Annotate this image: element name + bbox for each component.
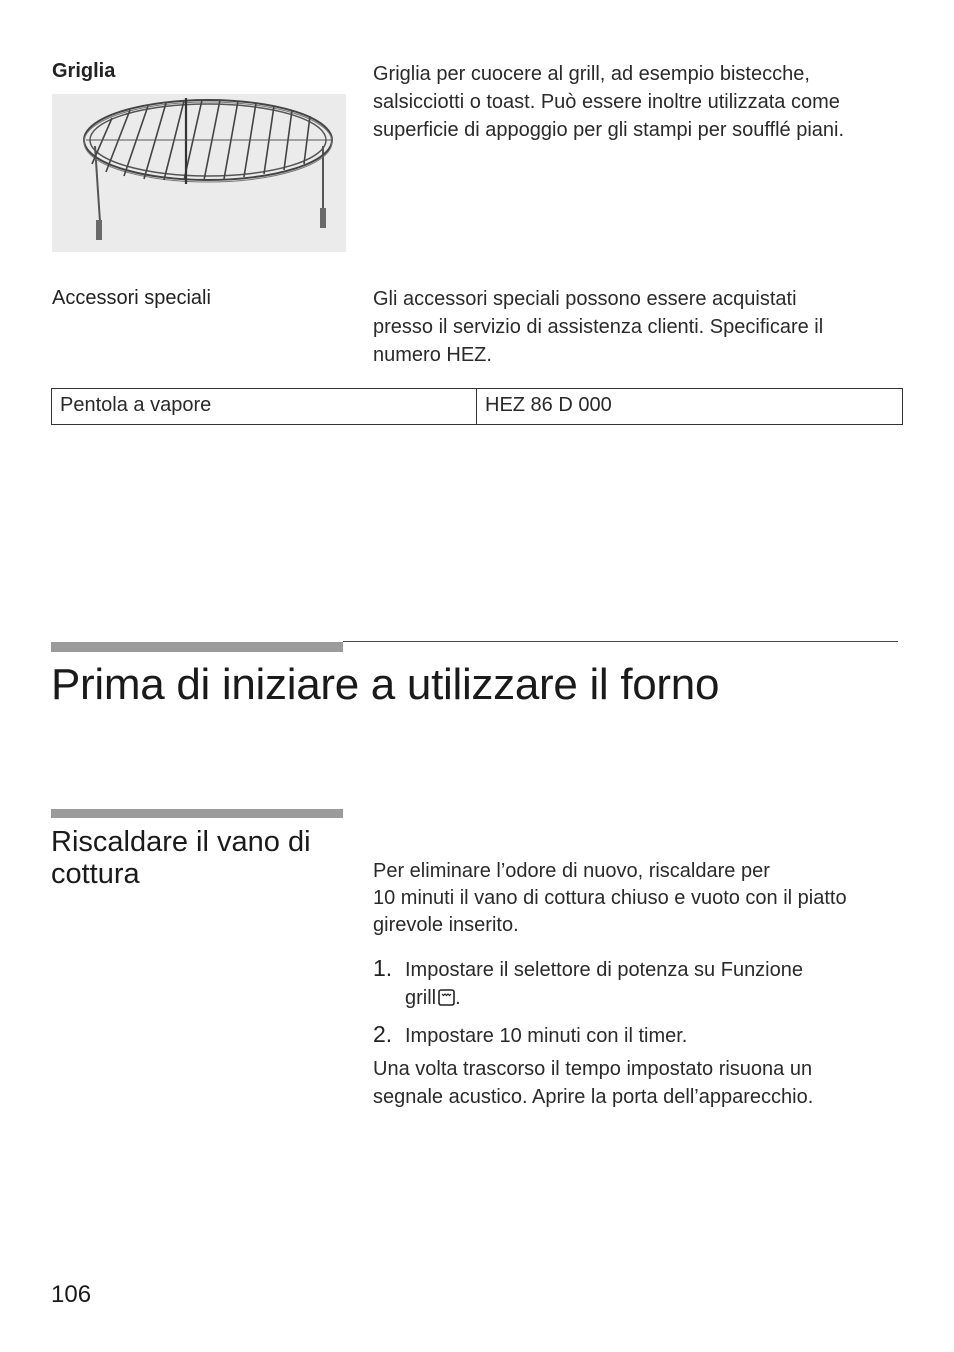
step-line [405,984,803,1012]
grill-rack-image [52,94,346,252]
title-line: Riscaldare il vano di [51,826,311,858]
grill-function-icon [438,989,455,1006]
grill-rack-icon [52,94,346,252]
text-line: Griglia per cuocere al grill, ad esempio bistecche, [373,63,810,85]
text-line: girevole inserito. [373,914,519,936]
text-line: 10 minuti il vano di cottura chiuso e vuoto con il piatto [373,887,847,909]
griglia-label: Griglia [52,60,116,82]
text-line: Gli accessori speciali possono essere acquistati [373,288,797,310]
step-list [373,955,933,1063]
step-line-suffix: . [455,987,461,1009]
step-number: 2. [373,1021,393,1047]
page-number: 106 [51,1281,92,1308]
table-cell-code: HEZ 86 D 000 [485,394,612,416]
section-rule-thick [51,642,343,652]
subsection-title [51,826,351,890]
text-line: Per eliminare l’odore di nuovo, riscaldare per [373,860,770,882]
subsection-rule [51,809,343,818]
title-line: cottura [51,858,140,890]
text-line: presso il servizio di assistenza clienti. Specificare il [373,316,824,338]
step-text [405,1022,687,1050]
text-line: numero HEZ. [373,344,492,366]
step-number: 1. [373,955,393,981]
subsection-outro [373,1055,933,1111]
text-line: superficie di appoggio per gli stampi per soufflé piani. [373,119,845,141]
accessori-label: Accessori speciali [52,287,211,309]
section-title: Prima di iniziare a utilizzare il forno [51,660,720,709]
accessori-description [373,285,933,369]
text-line: segnale acustico. Aprire la porta dell’apparecchio. [373,1086,814,1108]
step-text [405,956,803,1012]
step-line-text: grill [405,987,437,1009]
step-line: Impostare 10 minuti con il timer. [405,1025,688,1047]
accessories-table [51,388,903,425]
subsection-intro [373,858,933,939]
section-rule-thin [343,641,898,642]
text-line: salsicciotti o toast. Può essere inoltre utilizzata come [373,91,840,113]
text-line: Una volta trascorso il tempo impostato risuona un [373,1058,813,1080]
step-item [373,955,933,1027]
table-cell-item: Pentola a vapore [52,389,477,424]
step-line: Impostare il selettore di potenza su Funzione [405,959,803,981]
griglia-description [373,60,933,144]
